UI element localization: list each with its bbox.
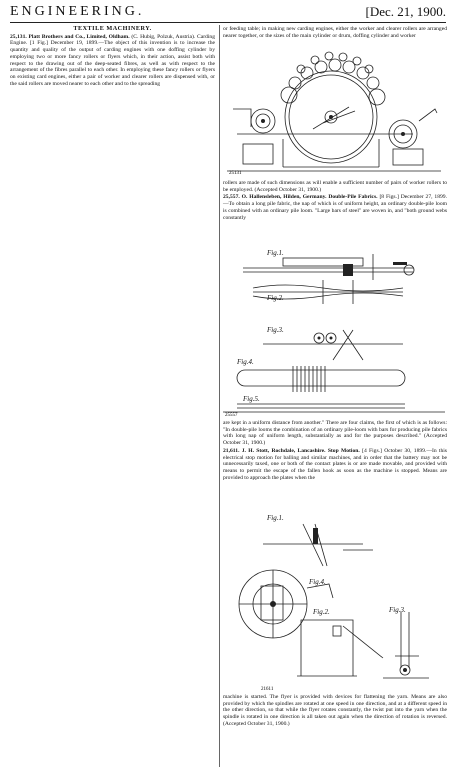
issue-date: [Dec. 21, 1900. <box>365 4 446 19</box>
fig-label: Fig.3. <box>389 606 406 614</box>
fig-label: Fig.5. <box>243 395 260 403</box>
patent-body: (C. Hubig, Polzuk, Austria). Carding Engine. [1 Fig.] December 19, 1899.—The object of this invention is to increase the quantity and quality of the output of carding engines with one doffing cylinder by employing two or more fancy rollers or flyers which, in their action, assist both with respect to the drawing out of the deep-seated fibres, as well as with respect to the arrangement of the fibres parallel to each other. In employing these fancy rollers or flyers on existing card engines, either a pair of worker and clearer rollers are dispensed with, or the said rollers are moved nearer to each other and to the spreading <box>10 33 215 87</box>
text-block-2 <box>223 180 447 221</box>
left-column <box>10 26 215 87</box>
figure-code: 25131 <box>229 171 242 176</box>
patent-abstract-25131 <box>10 34 215 88</box>
fig-label: Fig.1. <box>267 249 284 257</box>
loom-figures <box>223 240 447 418</box>
carding-engine-figure <box>223 49 447 177</box>
figure-code: 21611 <box>261 687 274 692</box>
header-rule <box>10 22 446 23</box>
page-header <box>10 4 446 22</box>
patent-abstract-25557 <box>223 194 447 221</box>
paragraph-continuation: machine is started. The flyer is provided with devices for flattening the yarn. Means are also provided by which the spindles are rotated at one speed in one direction, and at a different speed in the other direction, so that while the flyer rotates constantly, the twist put into the yarn when the spindle is rotated in one direction is all taken out again when the direction of rotation is reversed. (Accepted October 31, 1900.) <box>223 694 447 727</box>
fig-label: Fig.3. <box>267 326 284 334</box>
text-block-4 <box>223 694 447 728</box>
patent-body: [4 Figs.] October 30, 1899.—In this electrical stop motion for balling and similar machines, and in order that the battery may not be unnecessarily taxed, one or both of the contact plates is or are made movable, and provided with means to permit the escape of the fallen hook as soon as the machine is stopped. Means are provided to approach the plates when the <box>223 447 447 481</box>
fig-label: Fig.1. <box>267 514 284 522</box>
text-block-3 <box>223 420 447 481</box>
column-divider <box>219 25 220 767</box>
paragraph-continuation: rollers are made of such dimensions as will enable a sufficient number of pairs of worker rollers to be employed. (Accepted October 31, 1900.) <box>223 180 447 193</box>
stop-motion-figures <box>223 508 447 692</box>
paragraph-continuation: are kept in a uniform distance from another." There are four claims, the first of which is as follows: "In double-pile looms the combination of an ordinary pile-loom with bars for producing pile fabrics with long nap of uniform length, substantially as and for the purposes described." (Accepted October 31, 1900.) <box>223 420 447 447</box>
paragraph-continuation: or feeding table; in making new carding engines, either the worker and clearer rollers are arranged nearer together, or the sizes of the main cylinder or drum, doffing cylinder and worker <box>223 26 447 39</box>
patent-heading: 25,131. Platt Brothers and Co., Limited, Oldham. <box>10 33 130 40</box>
section-heading: TEXTILE MACHINERY. <box>73 25 152 32</box>
patent-heading: 25,557. O. Hallensleben, Hilden, Germany. Double-Pile Fabrics. <box>223 194 378 201</box>
patent-body: [8 Figs.] December 27, 1899.—To obtain a long pile fabric, the nap of which is of uniform height, an ordinary double-pile loom is combined with an ordinary pile loom. "Large bars of steel" are woven in, and "both ground webs constantly <box>223 194 447 221</box>
fig-label: Fig.2. <box>267 294 284 302</box>
fig-label: Fig.2. <box>313 608 330 616</box>
fig-label: Fig.4. <box>237 358 254 366</box>
text-block-1 <box>223 26 447 39</box>
patent-abstract-21611 <box>223 448 447 482</box>
figure-code: 25557 <box>225 413 238 418</box>
patent-heading: 21,611. J. H. Stott, Rochdale, Lancashire. Stop Motion. <box>223 447 360 454</box>
journal-title: ENGINEERING. <box>10 4 145 19</box>
fig-label: Fig.4. <box>309 578 326 586</box>
